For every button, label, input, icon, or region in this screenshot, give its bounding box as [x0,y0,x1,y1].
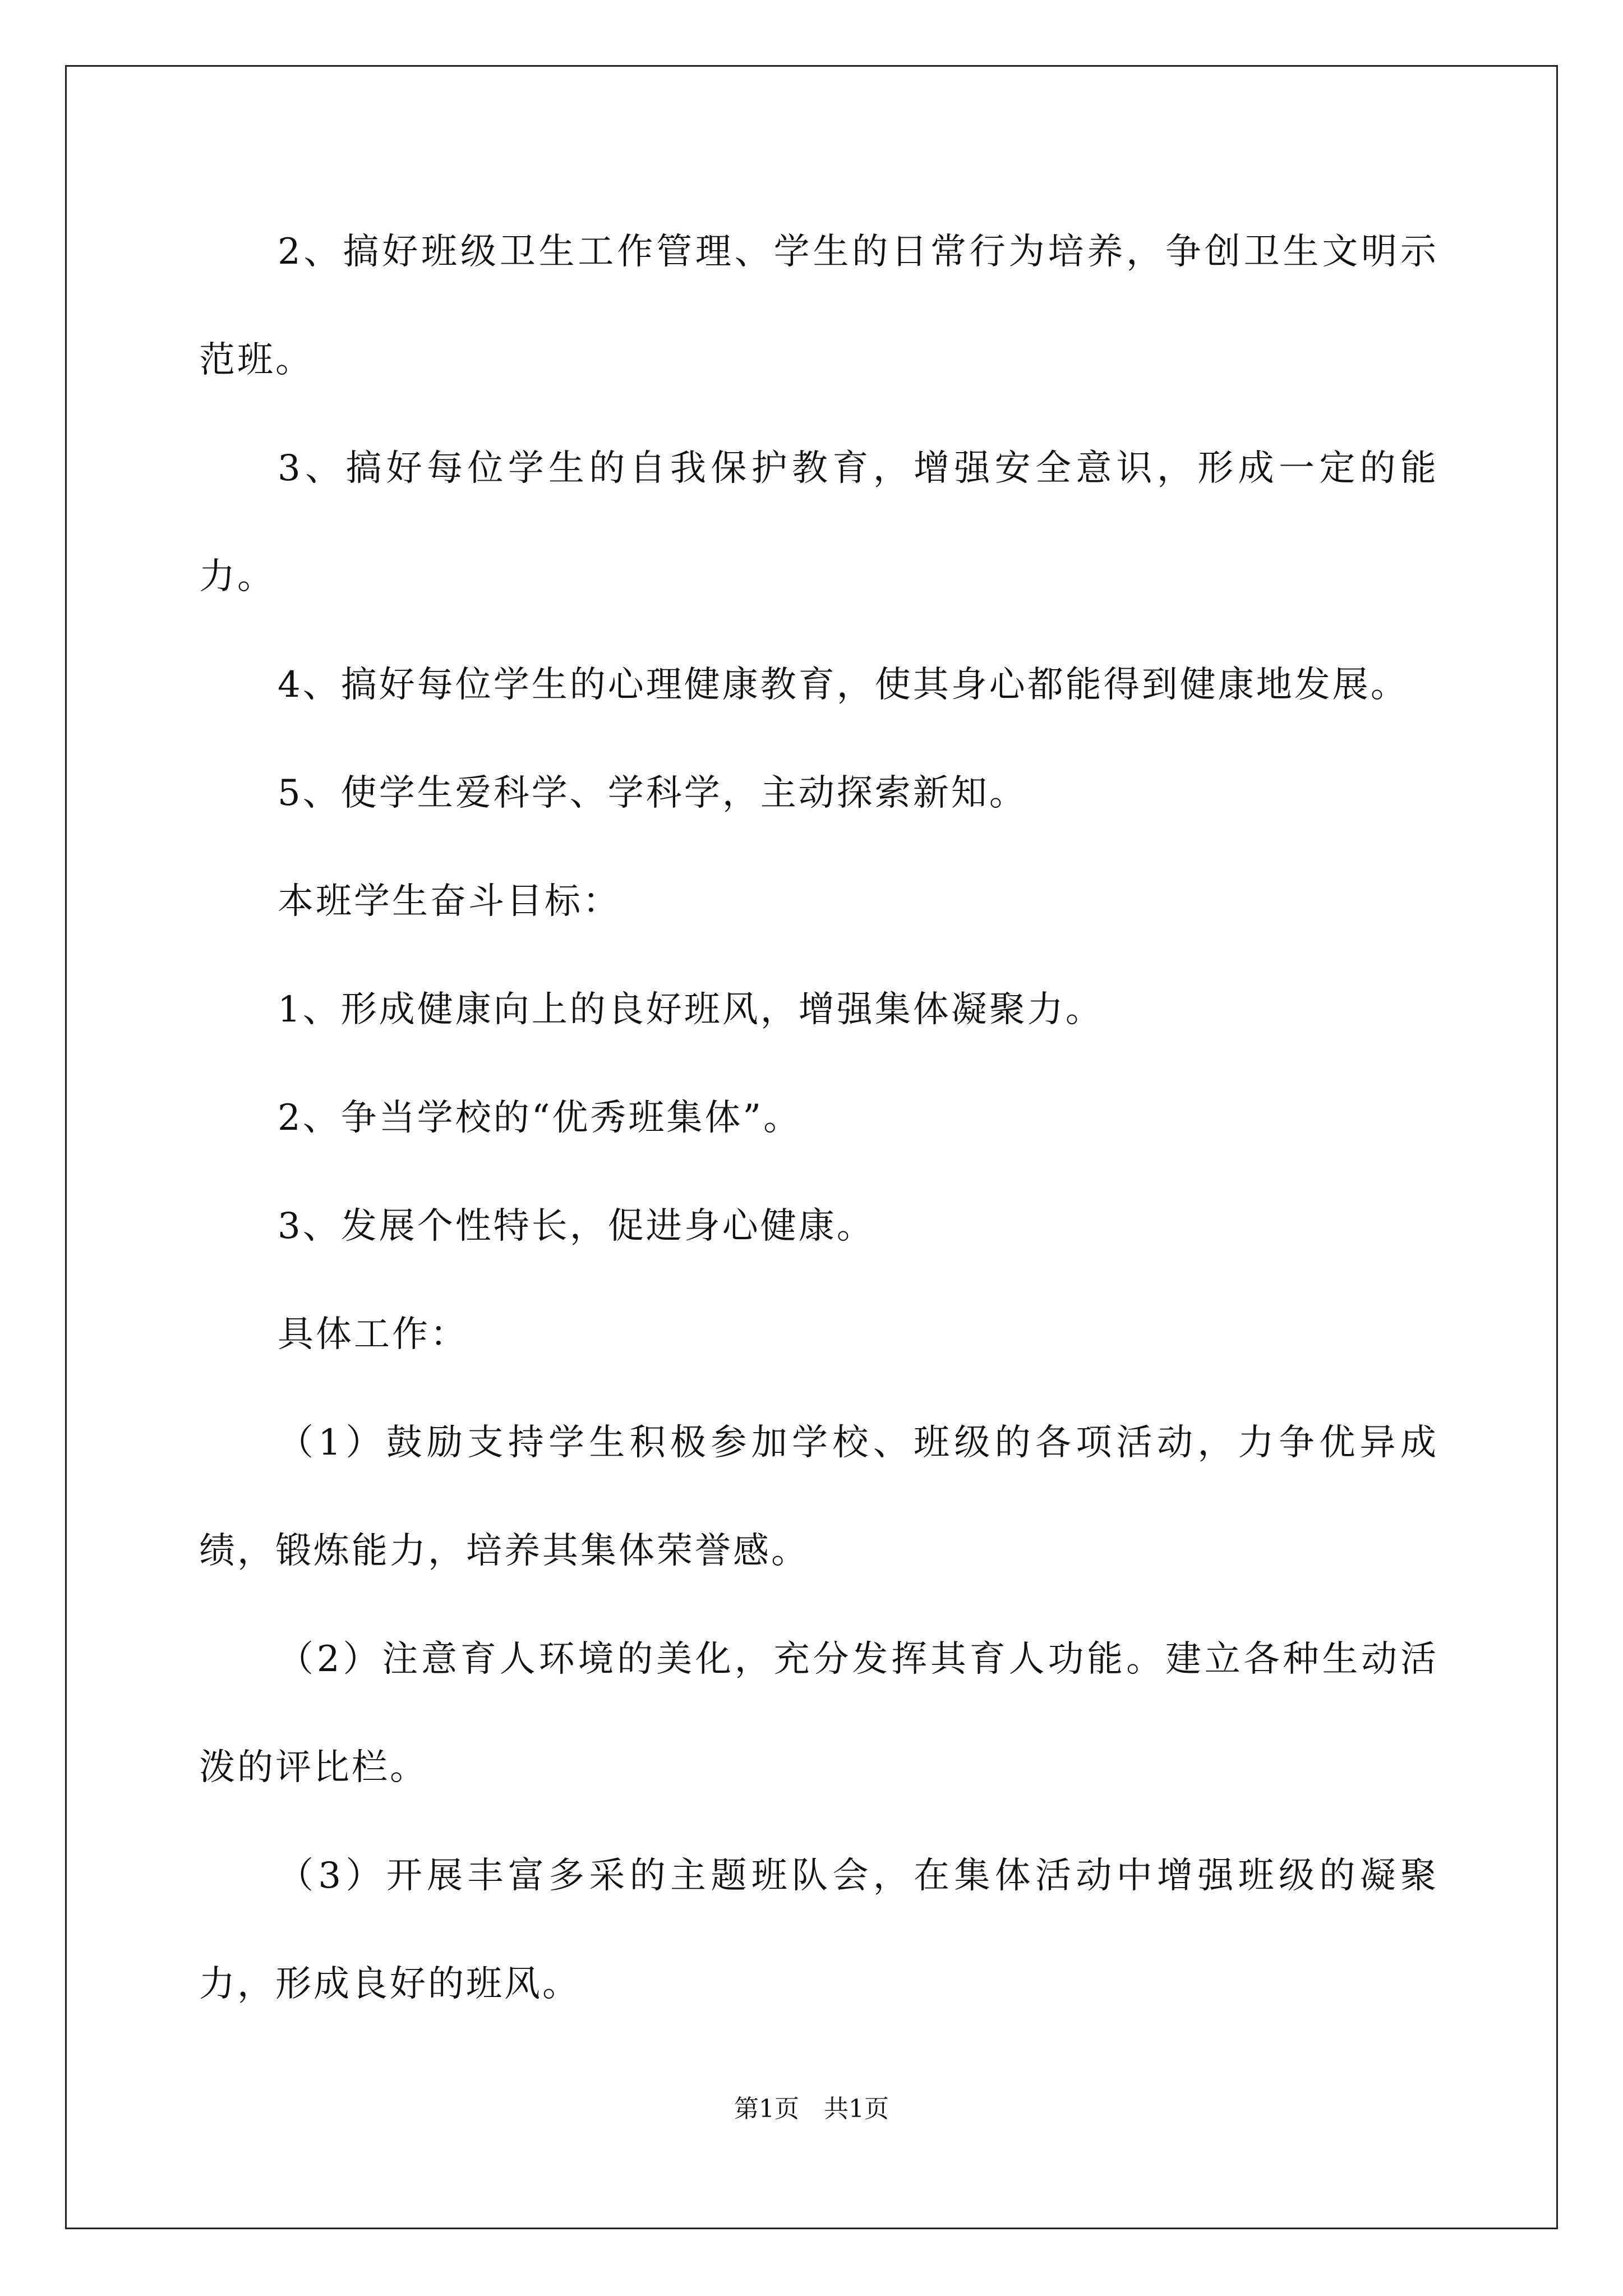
paragraph-2: 3、搞好每位学生的自我保护教育，增强安全意识，形成一定的能力。 [199,448,1438,597]
paragraph-5: 本班学生奋斗目标： [278,881,621,922]
paragraph-12: （3）开展丰富多采的主题班队会，在集体活动中增强班级的凝聚力，形成良好的班风。 [199,1855,1438,2005]
paragraph-9: 具体工作： [278,1314,468,1355]
paragraph-7: 2、争当学校的“优秀班集体”。 [278,1097,802,1139]
document-body [199,198,1438,2039]
paragraph-8: 3、发展个性特长，促进身心健康。 [278,1205,875,1247]
paragraph-10: （1）鼓励支持学生积极参加学校、班级的各项活动，力争优异成绩，锻炼能力，培养其集体荣誉感。 [199,1422,1438,1572]
paragraph-1: 2、搞好班级卫生工作管理、学生的日常行为培养，争创卫生文明示范班。 [199,231,1438,381]
paragraph-3: 4、搞好每位学生的心理健康教育，使其身心都能得到健康地发展。 [278,664,1409,706]
paragraph-6: 1、形成健康向上的良好班风，增强集体凝聚力。 [278,989,1104,1030]
paragraph-11: （2）注意育人环境的美化，充分发挥其育人功能。建立各种生动活泼的评比栏。 [199,1639,1438,1788]
paragraph-4: 5、使学生爱科学、学科学，主动探索新知。 [278,772,1027,814]
page-footer: 第1页 共1页 [734,2095,889,2123]
